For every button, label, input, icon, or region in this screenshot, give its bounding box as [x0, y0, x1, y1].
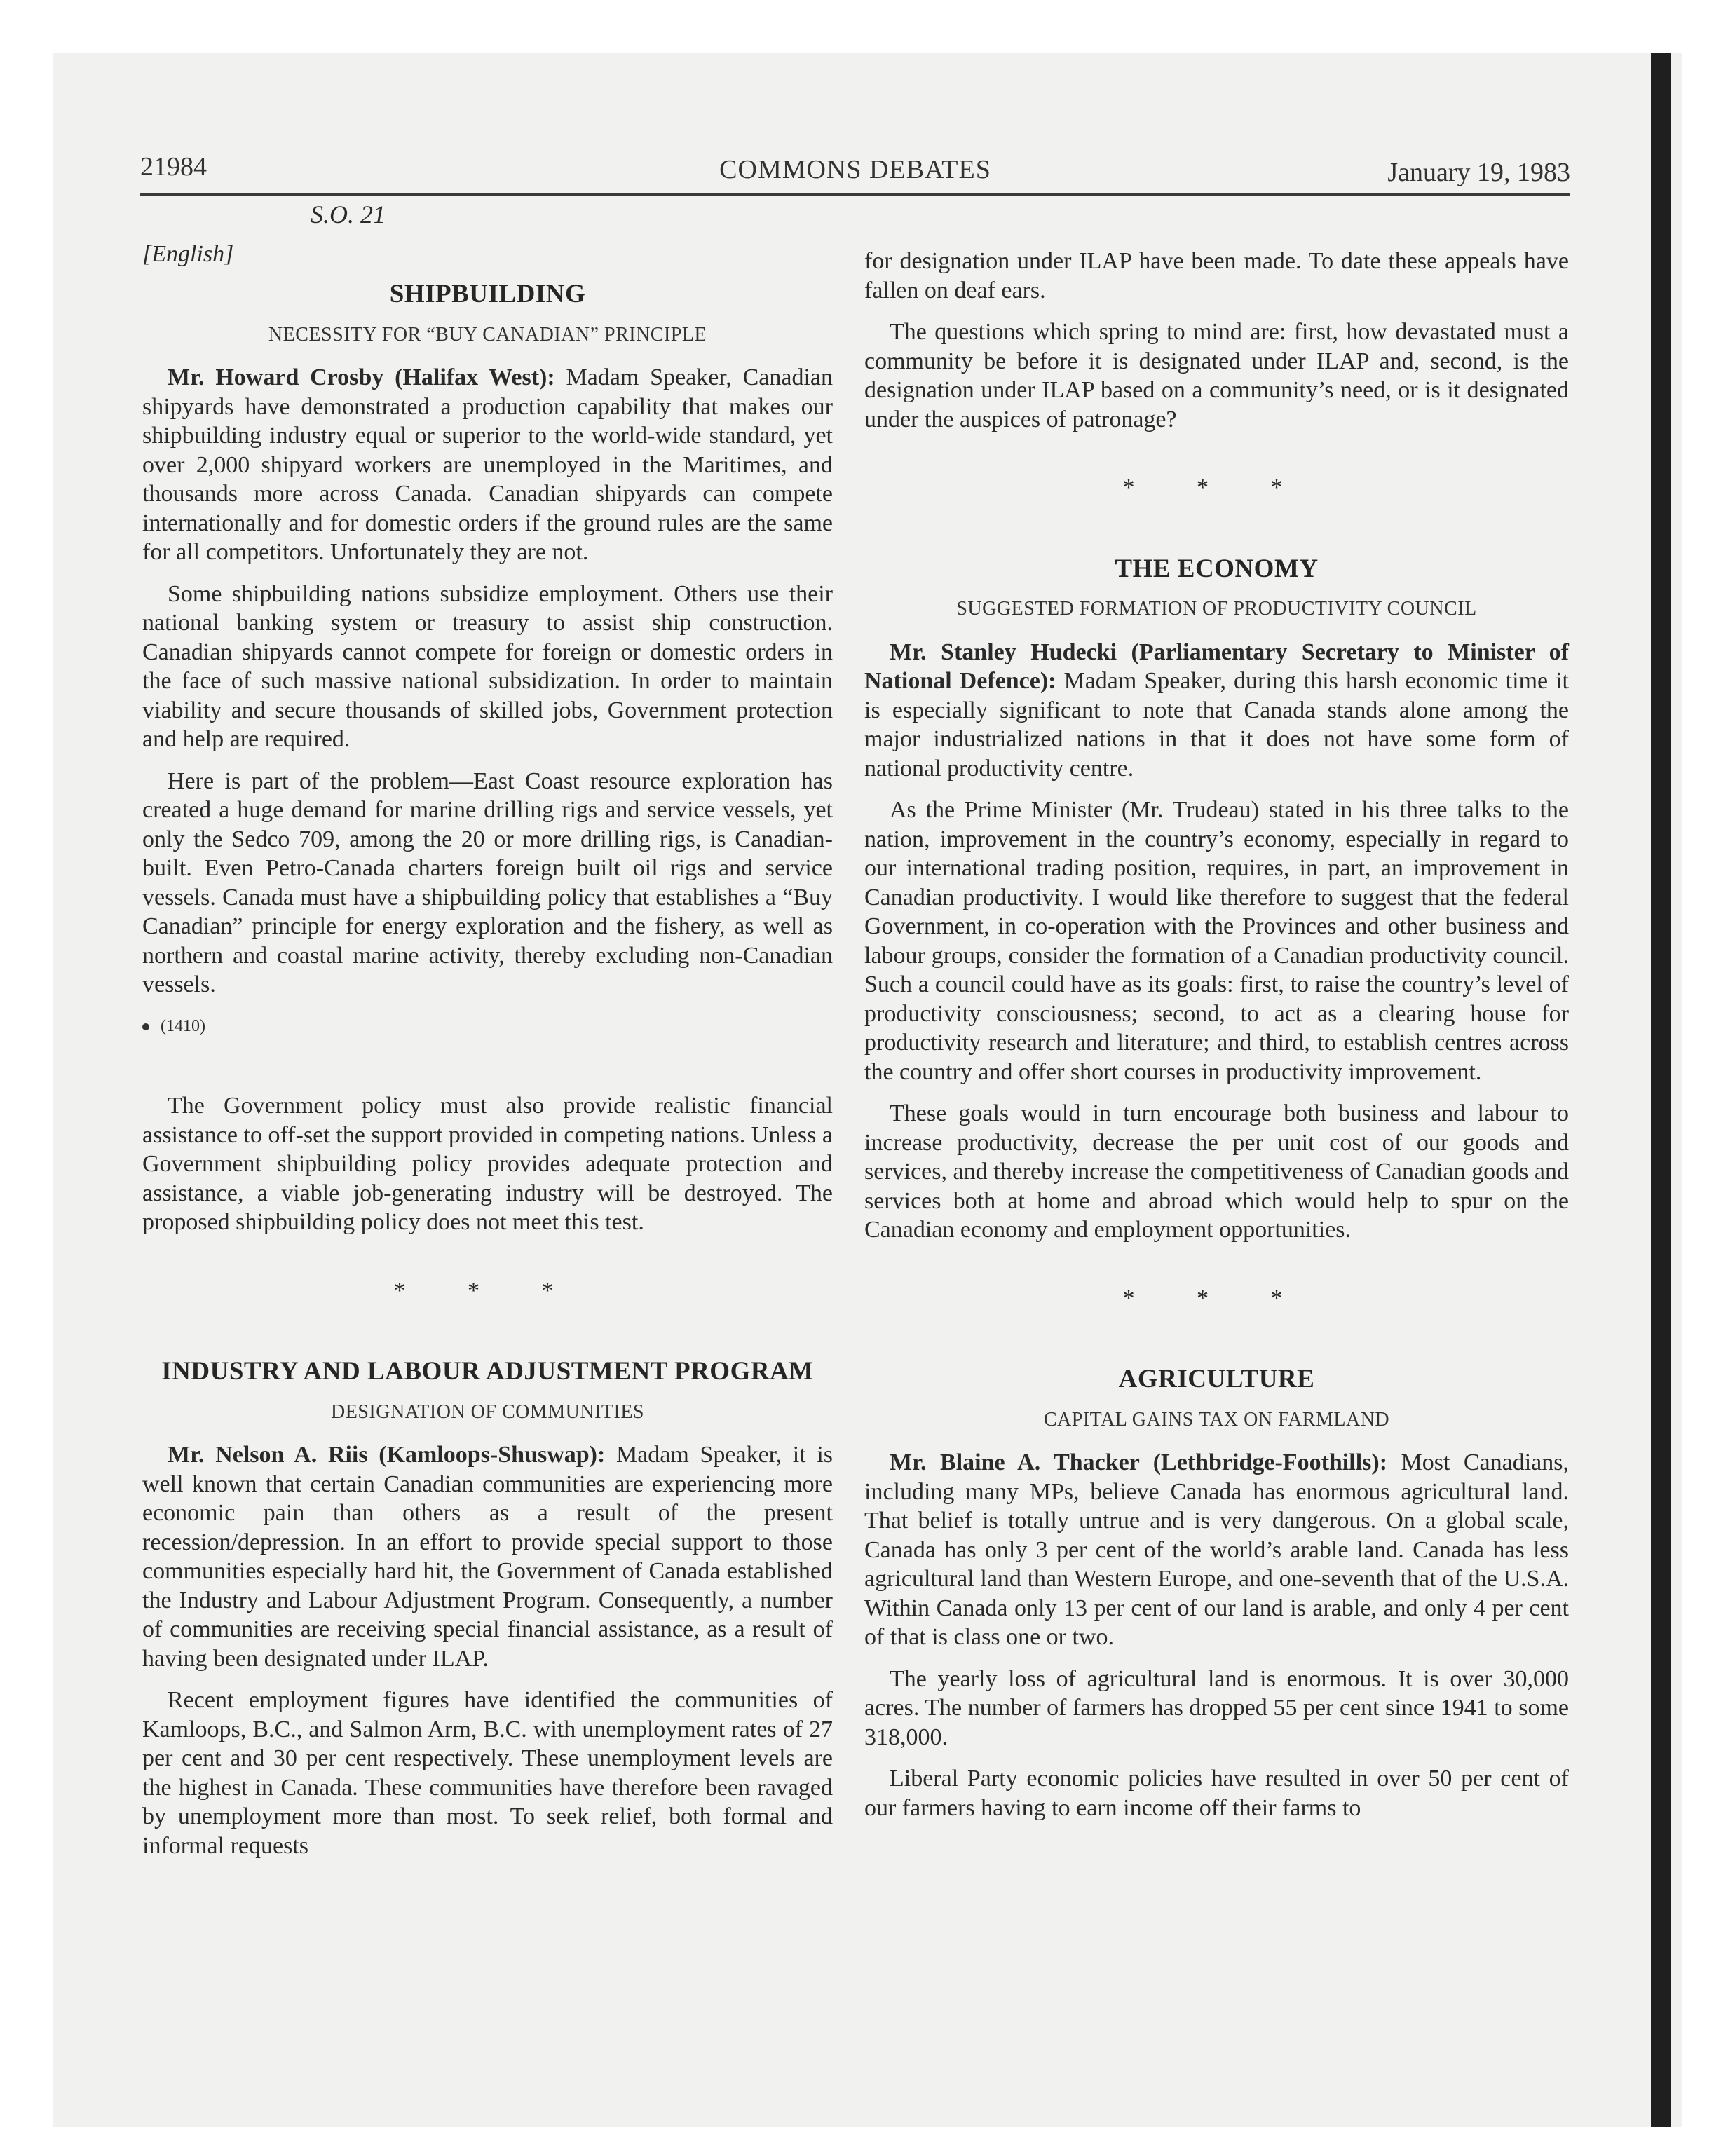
paragraph: Some shipbuilding nations subsidize employment. Others use their national banking system or treasury to assist ship construction. Canadian shipyards cannot compete for foreign or domestic orders in the face of such massive national subsidization. In order to maintain viability and secure thousands of skilled jobs, Government protection and help are required. [142, 580, 833, 752]
page-header [140, 151, 1570, 196]
paragraph: Recent employment figures have identified the communities of Kamloops, B.C., and Salmon Arm, B.C. with unemployment rates of 27 per cent and 30 per cent respectively. These unemployment levels are the highest in Canada. These communities have therefore been ravaged by unemployment more than most. To seek relief, both formal and informal requests [142, 1687, 833, 1859]
section-heading-agriculture: AGRICULTURE [1118, 1365, 1315, 1393]
paragraph: Mr. Nelson A. Riis (Kamloops-Shuswap): Madam Speaker, it is well known that certain Canadian communities are experiencing more economic pain than others as a result of the present recession/depression. In an effort to provide special support to those communities especially hard hit, the Government of Canada established the Industry and Labour Adjustment Program. Consequently, a number of communities are receiving special financial assistance, as a result of having been designated under ILAP. [142, 1442, 834, 1672]
speaker-name: Mr. Nelson A. Riis (Kamloops-Shuswap): [168, 1442, 606, 1468]
paragraph: Here is part of the problem—East Coast resource exploration has created a huge demand for marine drilling rigs and service vessels, yet only the Sedco 709, among the 20 or more drilling rigs, is Canadian-built. Even Petro-Canada charters foreign built oil rigs and service vessels. Canada must have a shipbuilding policy that establishes a “Buy Canadian” principle for energy exploration and the fishery, as well as northern and coastal marine activity, thereby excluding non-Canadian vessels. [142, 767, 833, 997]
section-heading-shipbuilding: SHIPBUILDING [389, 280, 586, 308]
publication-title: COMMONS DEBATES [719, 155, 991, 184]
paragraph: The questions which spring to mind are: first, how devastated must a community be before it is designated under ILAP and, second, is the designation under ILAP based on a community’s need, or is it designated under the auspices of patronage? [864, 319, 1569, 432]
scan-edge-shadow [1651, 53, 1671, 2127]
section-subheading: DESIGNATION OF COMMUNITIES [331, 1400, 644, 1423]
speaker-name: Mr. Stanley Hudecki (Parliamentary Secretary to Minister of National Defence): [864, 639, 1569, 694]
paragraph: Mr. Stanley Hudecki (Parliamentary Secretary to Minister of National Defence): Madam Speaker, during this harsh economic time it is especially significant to note that Canada stands alone among the major industrialized nations in that it does not have some form of national productivity centre. [864, 639, 1569, 782]
page-date: January 19, 1983 [1387, 158, 1570, 187]
paragraph: Mr. Blaine A. Thacker (Lethbridge-Foothills): Most Canadians, including many MPs, believe Canada has enormous agricultural land. That belief is totally untrue and is very dangerous. On a global scale, Canada has only 3 per cent of the world’s arable land. Canada has less agricultural land than Western Europe, and one-seventh that of the U.S.A. Within Canada only 13 per cent of our land is arable, and only 4 per cent of that is class one or two. [864, 1449, 1570, 1650]
paragraph: Mr. Howard Crosby (Halifax West): Madam Speaker, Canadian shipyards have demonstrated a production capability that makes our shipbuilding industry equal or superior to the world-wide standard, yet over 2,000 shipyard workers are unemployed in the Maritimes, and thousands more across Canada. Canadian shipyards can compete internationally and for domestic orders if the ground rules are the same for all competitors. Unfortunately they are not. [142, 364, 833, 565]
section-heading-economy: THE ECONOMY [1115, 554, 1319, 583]
standing-order: S.O. 21 [311, 200, 386, 228]
section-subheading: NECESSITY FOR “BUY CANADIAN” PRINCIPLE [268, 323, 707, 346]
paragraph: These goals would in turn encourage both business and labour to increase productivity, decrease the per unit cost of our goods and services, and thereby increase the competitiveness of Canadian goods and services both at home and abroad which would help to spur on the Canadian economy and employment opportunities. [864, 1100, 1569, 1243]
right-column [864, 247, 1569, 1835]
language-note: [English] [142, 240, 234, 267]
section-separator: * * * [1122, 1285, 1311, 1311]
paragraph: The Government policy must also provide realistic financial assistance to off-set the support provided in competing nations. Unless a Government shipbuilding policy provides adequate protection and assistance, a viable job-generating industry will be destroyed. The proposed shipbuilding policy does not meet this test. [142, 1093, 833, 1235]
paragraph: for designation under ILAP have been made. To date these appeals have fallen on deaf ears. [864, 248, 1569, 303]
time-marker: (1410) [142, 1012, 833, 1042]
left-column [142, 198, 833, 1873]
speaker-name: Mr. Howard Crosby (Halifax West): [168, 364, 555, 390]
paragraph: As the Prime Minister (Mr. Trudeau) stated in his three talks to the nation, improvement in the country’s economy, especially in regard to our international trading position, requires, in part, an improvement in Canadian productivity. I would like therefore to suggest that the federal Government, in co-operation with the Provinces and other business and labour groups, consider the formation of a Canadian productivity council. Such a council could have as its goals: first, to raise the country’s level of productivity consciousness; second, to act as a clearing house for productivity research and literature; and third, to establish centres across the country and offer short courses in productivity improvement. [864, 797, 1569, 1085]
section-heading-ilap: INDUSTRY AND LABOUR ADJUSTMENT PROGRAM [161, 1357, 814, 1386]
paragraph: The yearly loss of agricultural land is enormous. It is over 30,000 acres. The number of farmers has dropped 55 per cent since 1941 to some 318,000. [864, 1665, 1569, 1750]
bullet-icon [142, 1023, 149, 1030]
section-subheading: CAPITAL GAINS TAX ON FARMLAND [1043, 1408, 1390, 1431]
speaker-name: Mr. Blaine A. Thacker (Lethbridge-Foothills): [890, 1449, 1388, 1475]
section-separator: * * * [1122, 475, 1311, 500]
section-subheading: SUGGESTED FORMATION OF PRODUCTIVITY COUNCIL [956, 598, 1477, 620]
page-number: 21984 [140, 152, 207, 182]
section-separator: * * * [393, 1277, 582, 1304]
paragraph: Liberal Party economic policies have resulted in over 50 per cent of our farmers having to earn income off their farms to [864, 1766, 1569, 1821]
